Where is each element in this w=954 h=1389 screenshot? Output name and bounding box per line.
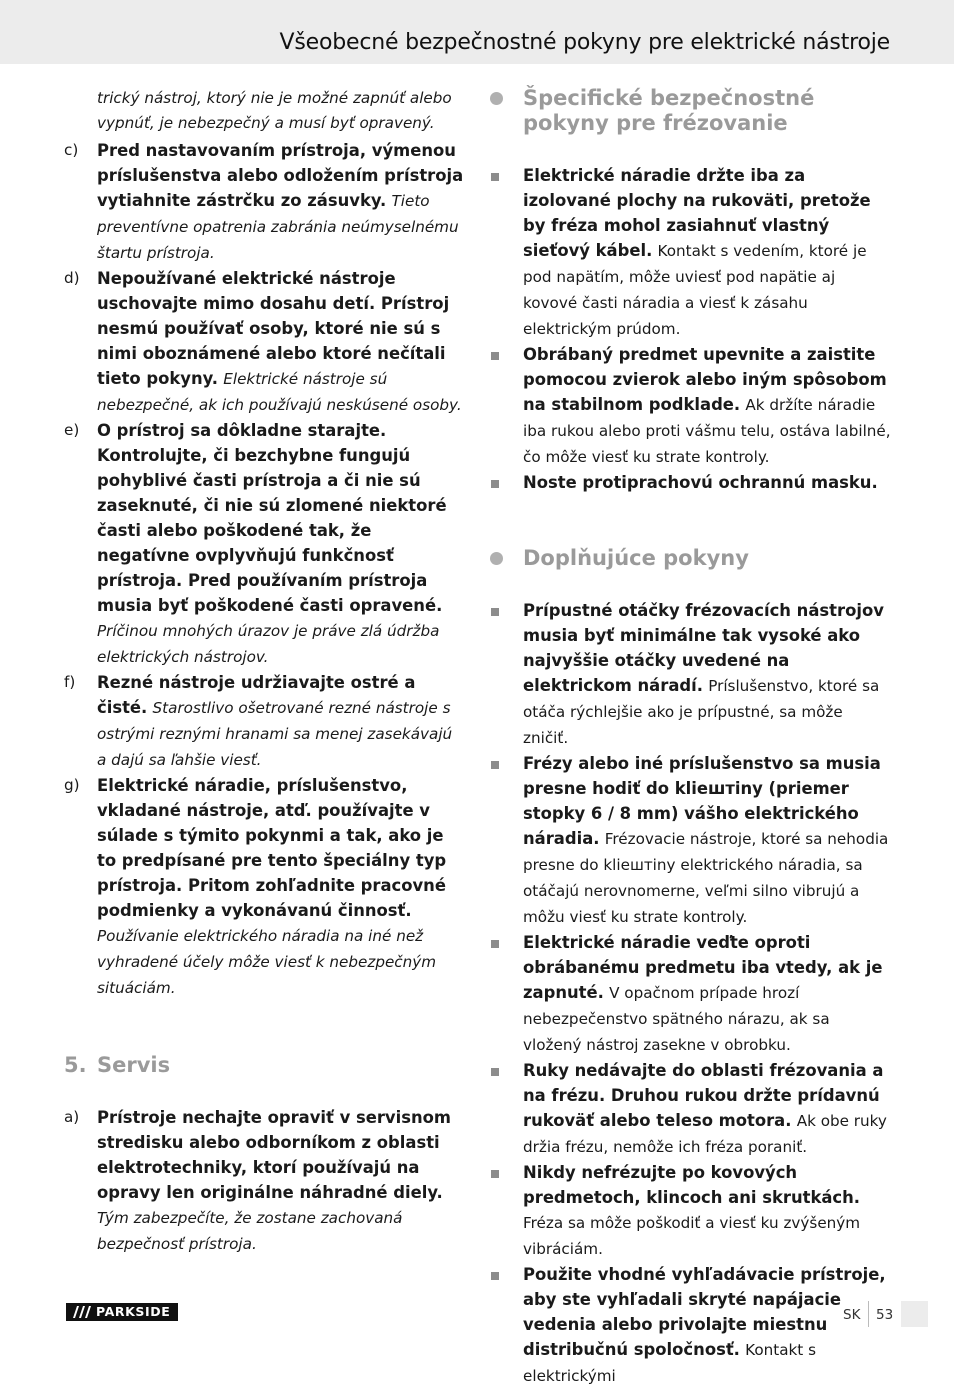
item-bold-text: Noste protiprachovú ochrannú masku. — [523, 473, 878, 492]
item-italic-text: Používanie elektrického náradia na iné než vyhradené účely môže viesť k nebezpečným situáciám. — [97, 927, 437, 997]
list-item — [64, 138, 464, 266]
item-italic-text: Tým zabezpečíte, že zostane zachovaná bezpečnosť prístroja. — [97, 1209, 403, 1253]
square-bullet-icon — [491, 480, 499, 488]
list-item — [490, 1160, 892, 1262]
list-item — [490, 163, 892, 342]
item-bold-text: Obrábaný predmet upevnite a zaistite pomocou zvierok alebo iným spôsobom na stabilnom podklade. — [523, 345, 887, 414]
item-letter: a) — [64, 1108, 80, 1126]
page-number: 53 — [876, 1307, 894, 1323]
parkside-logo — [66, 1303, 178, 1321]
item-letter: c) — [64, 141, 79, 159]
section-title: Doplňujúce pokyny — [523, 546, 749, 570]
square-bullet-icon — [491, 173, 499, 181]
footer-divider — [868, 1301, 869, 1327]
item-bold-text: O prístroj sa dôkladne starajte. Kontrolujte, či bezchybne fungujú pohyblivé časti prístroja a či nie sú zaseknuté, či nie sú zlomené niektoré časti alebo poškodené tak, že negatívne ovplyvňujú funkčnosť prístroja. Pred používaním prístroja musia byť poškodené časti opravené. — [97, 421, 447, 615]
brand-name: PARKSIDE — [96, 1304, 171, 1319]
item-letter: d) — [64, 269, 80, 287]
item-normal-text: Ak držíte náradie iba rukou alebo proti vášmu telu, ostáva labilné, čo môže viesť ku strate kontroly. — [523, 396, 891, 466]
list-item — [490, 1058, 892, 1160]
square-bullet-icon — [491, 352, 499, 360]
item-bold-text: Frézy alebo iné príslušenstvo sa musia presne hodiť do kliештiny (priemer stopky 6 / 8 mm) vášho elektrického náradia. — [523, 754, 881, 848]
list-item — [64, 418, 464, 670]
bullet-list-2 — [490, 598, 892, 1389]
item-normal-text: Ak obe ruky držia frézu, nemôže ich fréza poraniť. — [523, 1112, 887, 1156]
item-letter: f) — [64, 673, 76, 691]
list-item — [490, 751, 892, 930]
item-normal-text: Fréza sa môže poškodiť a viesť ku zvýšeným vibráciám. — [523, 1214, 861, 1258]
item-bold-text: Elektrické náradie, príslušenstvo, vkladané nástroje, atď. používajte v súlade s týmito pokynmi a tak, ako je to predpísané pre tento špeciálny typ prístroja. Pritom zohľadnite pracovné podmienky a vykonávanú činnosť. — [97, 776, 447, 920]
bullet-list-1 — [490, 163, 892, 496]
section-title: Servis — [97, 1053, 171, 1077]
list-item — [64, 773, 464, 1001]
list-item — [64, 1105, 464, 1257]
list-item — [64, 670, 464, 773]
item-italic-text: Elektrické nástroje sú nebezpečné, ak ich používajú neskúsené osoby. — [97, 370, 462, 414]
square-bullet-icon — [491, 940, 499, 948]
item-normal-text: Príslušenstvo, ktoré sa otáča rýchlejšie ako je prípustné, sa môže zničiť. — [523, 677, 880, 747]
item-italic-text: Starostlivo ošetrované rezné nástroje s ostrými reznými hranami sa menej zasekávajú a dajú sa ľahšie viesť. — [97, 699, 453, 769]
item-bold-text: Pred nastavovaním prístroja, výmenou príslušenstva alebo odložením prístroja vytiahnite zástrčku zo zásuvky. — [97, 141, 464, 210]
item-bold-text: Elektrické náradie veďte oproti obrábanému predmetu iba vtedy, ak je zapnuté. — [523, 933, 883, 1002]
item-bold-text: Ruky nedávajte do oblasti frézovania a na frézu. Druhou rukou držte prídavnú rukoväť alebo teleso motora. — [523, 1061, 884, 1130]
item-bold-text: Použite vhodné vyhľadávacie prístroje, aby ste vyhľadali skryté napájacie vedenia alebo privolajte miestnu distribučnú spoločnosť. — [523, 1265, 886, 1359]
item-bold-text: Prístroje nechajte opraviť v servisnom stredisku alebo odborníkom z oblasti elektrotechniky, ktorí používajú na opravy len originálne náhradné diely. — [97, 1108, 451, 1202]
list-item — [490, 342, 892, 470]
footer-box — [901, 1301, 928, 1327]
item-bold-text: Nepoužívané elektrické nástroje uschovajte mimo dosahu detí. Prístroj nesmú používať osoby, ktoré nie sú s nimi oboznámené alebo ktoré nečítali tieto pokyny. — [97, 269, 450, 388]
square-bullet-icon — [491, 761, 499, 769]
item-normal-text: Frézovacie nástroje, ktoré sa nehodia presne do kliештiny elektrického náradia, sa otáčajú nerovnomerne, veľmi silno vibrujú a môžu viesť ku strate kontroly. — [523, 830, 889, 926]
list-item — [490, 598, 892, 751]
square-bullet-icon — [491, 608, 499, 616]
list-item — [490, 470, 892, 496]
language-code: SK — [843, 1307, 861, 1323]
continued-text: trický nástroj, ktorý nie je možné zapnúť alebo vypnúť, je nebezpečný a musí byť opravený. — [97, 89, 452, 132]
square-bullet-icon — [491, 1272, 499, 1280]
item-bold-text: Nikdy nefrézujte po kovových predmetoch, klincoch ani skrutkách. — [523, 1163, 861, 1207]
item-bold-text: Elektrické náradie držte iba za izolované plochy na rukoväti, pretože by fréza mohol zasiahnuť vlastný sieťový kábel. — [523, 166, 871, 260]
square-bullet-icon — [491, 1068, 499, 1076]
section-title: Špecifické bezpečnostné pokyny pre frézovanie — [523, 86, 815, 135]
section-number: 5. — [64, 1053, 87, 1077]
section-heading-servis — [64, 1053, 464, 1078]
item-italic-text: Tieto preventívne opatrenia zabránia neúmyselnému štartu prístroja. — [97, 192, 459, 262]
logo-stripes-icon — [70, 1306, 92, 1318]
page-title: Všeobecné bezpečnostné pokyny pre elektrické nástroje — [279, 30, 890, 55]
heading-bullet-icon — [490, 92, 503, 105]
section-heading-frezovanie — [490, 86, 892, 136]
heading-bullet-icon — [490, 552, 503, 565]
right-column — [490, 86, 892, 1389]
page-header — [0, 0, 954, 64]
item-normal-text: V opačnom prípade hrozí nebezpečenstvo spätného nárazu, ak sa vložený nástroj zasekne v obrobku. — [523, 984, 830, 1054]
item-normal-text: Kontakt s elektrickými — [523, 1341, 816, 1385]
list-item — [490, 930, 892, 1058]
list-item — [490, 1262, 892, 1389]
section-heading-doplnujuce — [490, 546, 892, 571]
item-italic-text: Príčinou mnohých úrazov je práve zlá údržba elektrických nástrojov. — [97, 622, 440, 666]
left-column — [64, 86, 464, 1257]
list-item — [64, 266, 464, 418]
item-normal-text: Kontakt s vedením, ktoré je pod napätím, môže uviesť pod napätie aj kovové časti náradia a viesť k zásahu elektrickým prúdom. — [523, 242, 867, 338]
item-bold-text: Rezné nástroje udržiavajte ostré a čisté. — [97, 673, 416, 717]
item-bold-text: Prípustné otáčky frézovacích nástrojov musia byť minimálne tak vysoké ako najvyššie otáčky uvedené na elektrickom náradí. — [523, 601, 884, 695]
item-letter: e) — [64, 421, 80, 439]
item-letter: g) — [64, 776, 80, 794]
square-bullet-icon — [491, 1170, 499, 1178]
